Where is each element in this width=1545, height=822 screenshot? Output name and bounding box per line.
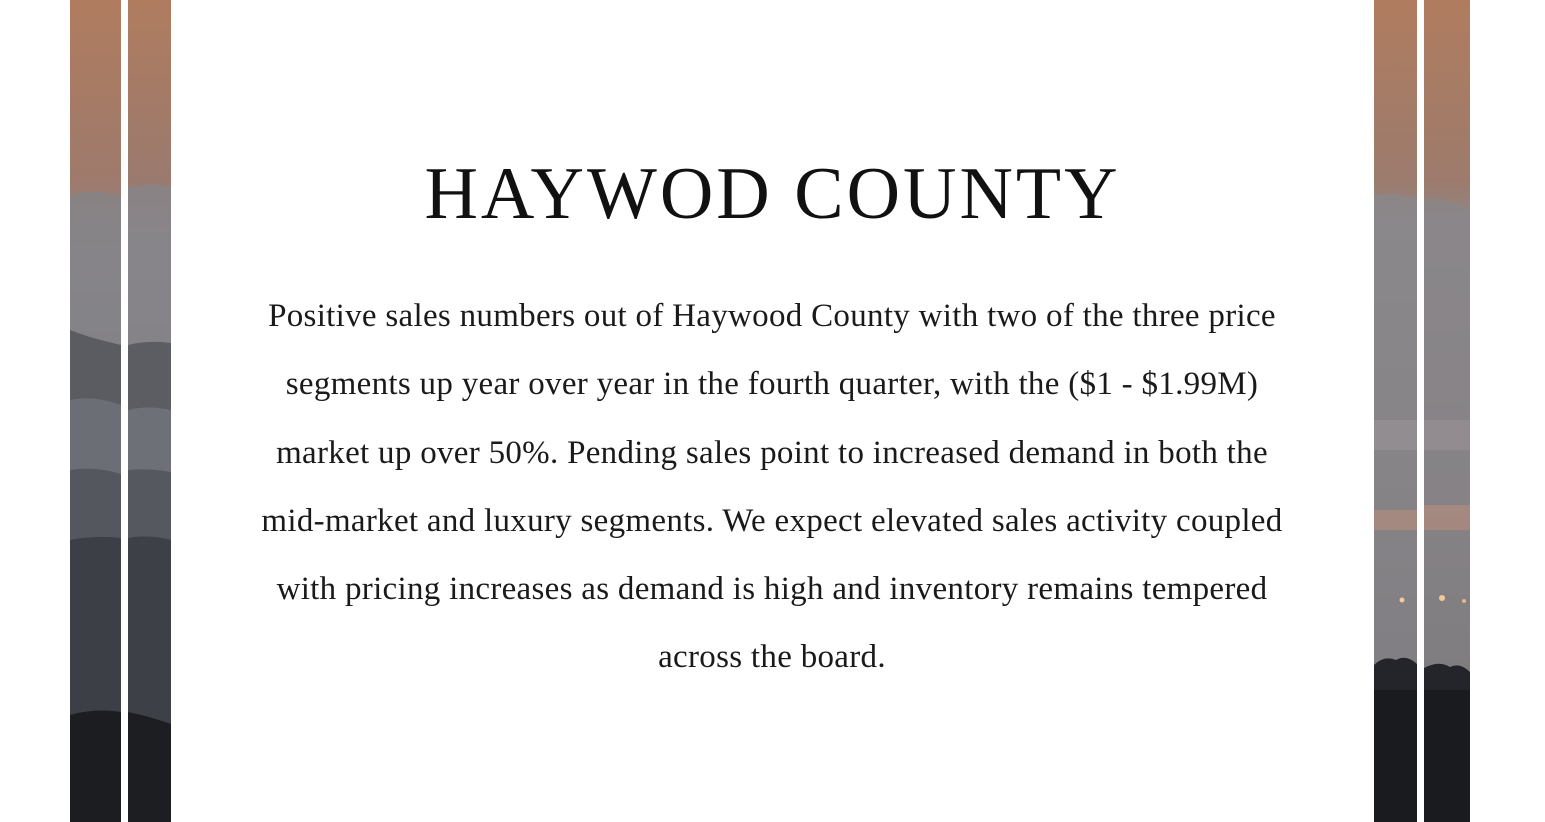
mountain-landscape-image (1424, 0, 1470, 822)
mountain-landscape-image (128, 0, 171, 822)
page-title: HAYWOD COUNTY (424, 153, 1121, 235)
mountain-landscape-image (70, 0, 121, 822)
mountain-landscape-image (1374, 0, 1417, 822)
mountain-photo-strip-right-outer (1424, 0, 1470, 822)
mountain-photo-strip-left-outer (70, 0, 121, 822)
mountain-photo-strip-right-inner (1374, 0, 1417, 822)
mountain-photo-strip-left-inner (128, 0, 171, 822)
main-content (171, 0, 1374, 822)
market-summary-paragraph: Positive sales numbers out of Haywood County with two of the three price segments up year over year in the fourth quarter, with the ($1 - $1.99M) market up over 50%. Pending sales point to increased demand in both the mid-market and luxury segments. We expect elevated sales activity coupled with pricing increases as demand is high and inventory remains tempered across the board. (261, 298, 1283, 676)
